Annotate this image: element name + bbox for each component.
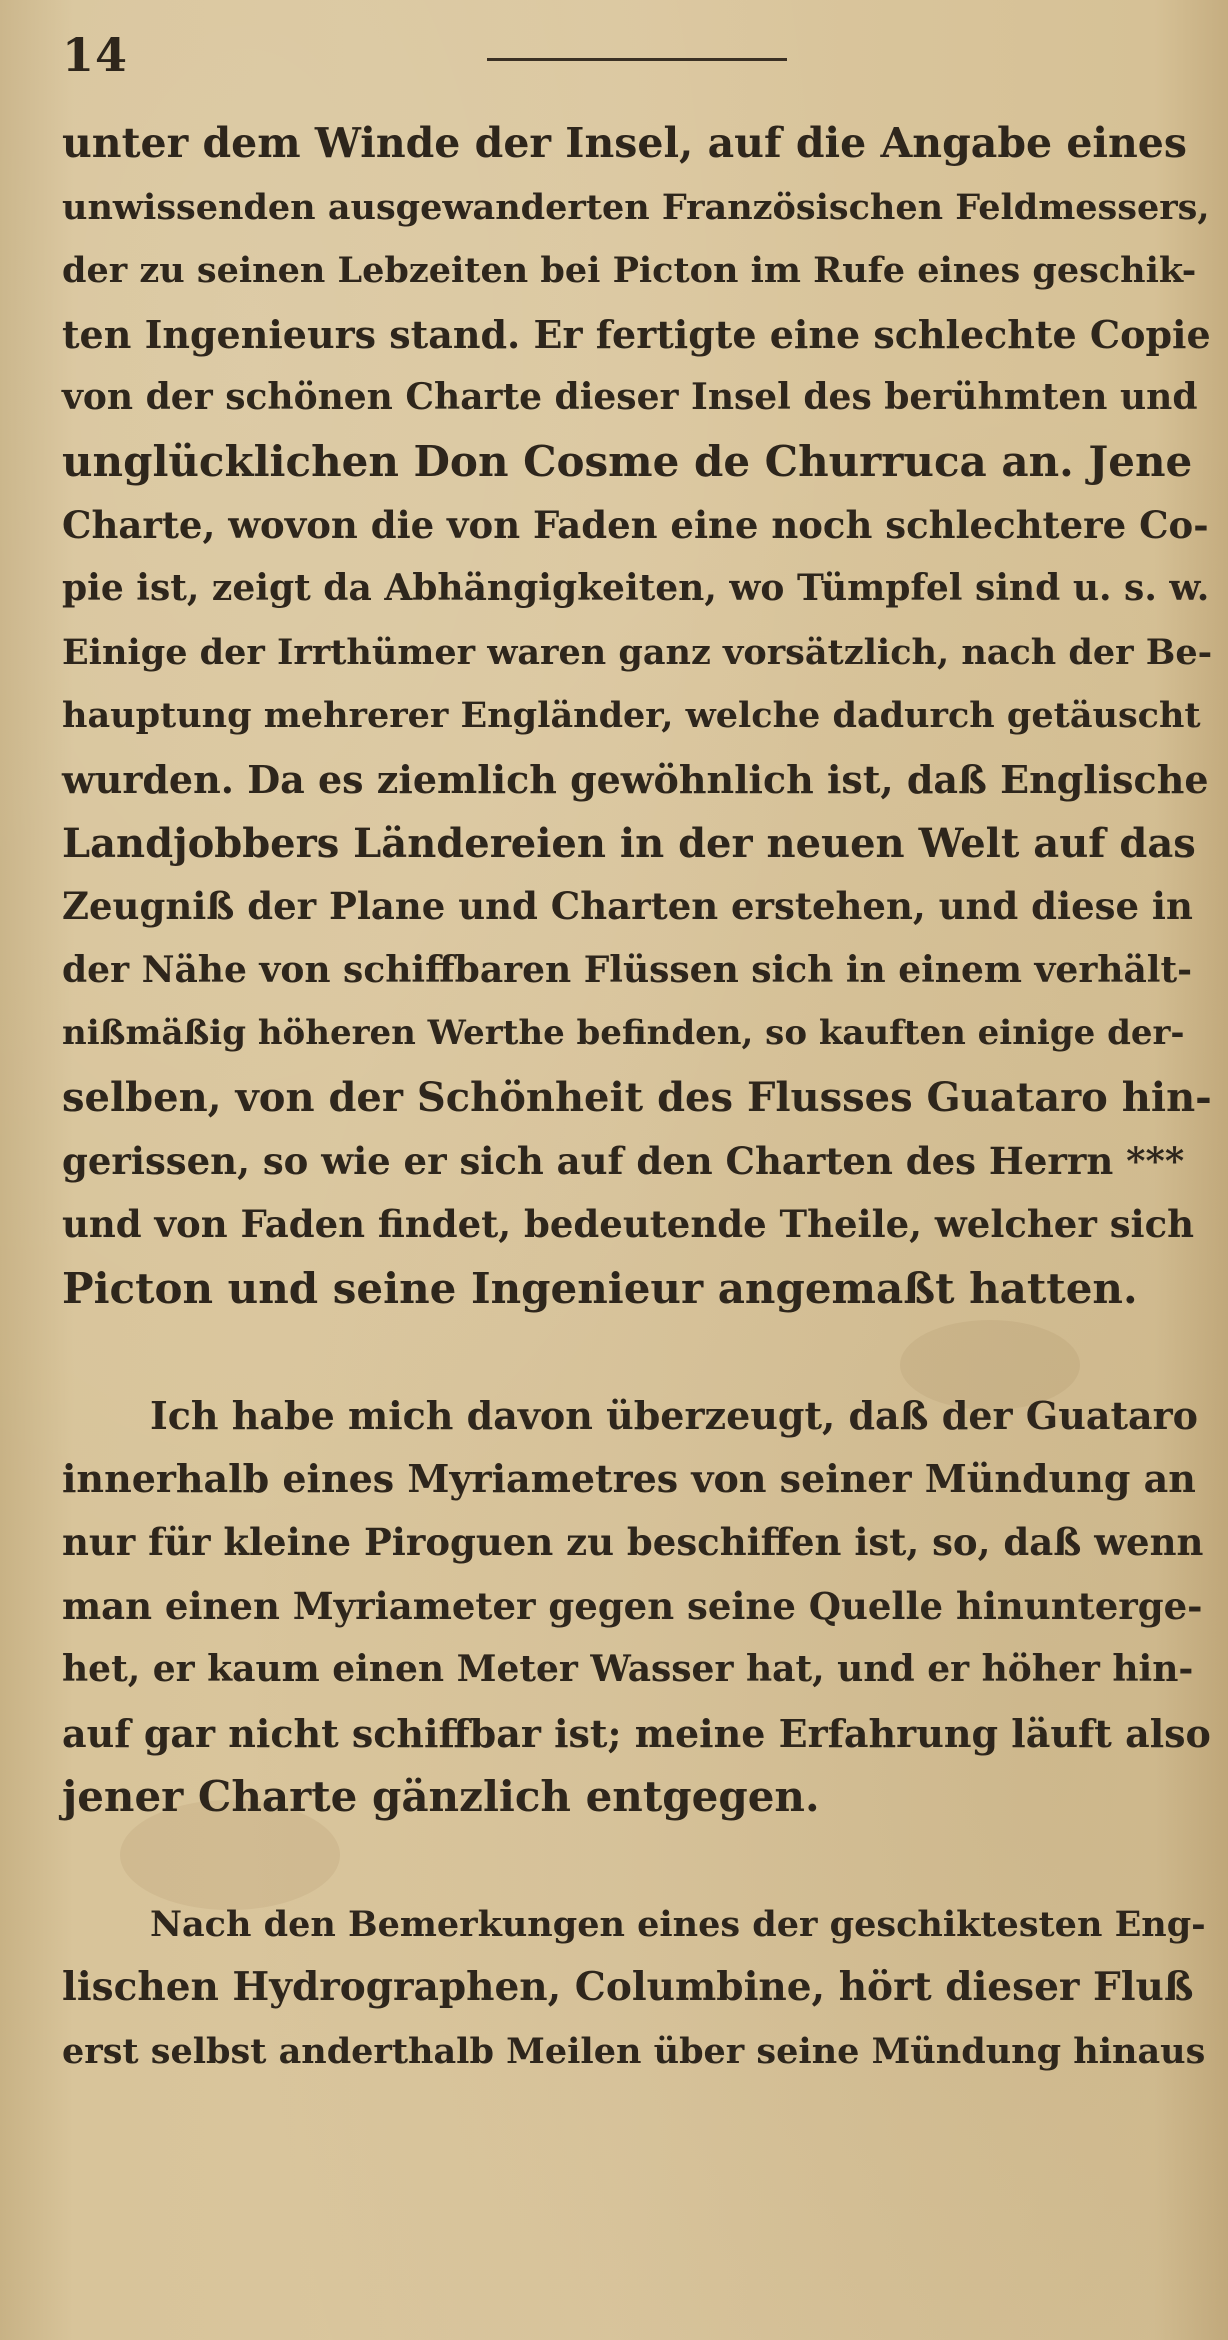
text-line: jener Charte gänzlich entgegen.: [62, 1772, 820, 1822]
text-line: und von Faden findet, bedeutende Theile, welcher sich: [62, 1202, 1195, 1247]
text-line: ten Ingenieurs stand. Er fertigte eine schlechte Copie: [62, 311, 1211, 357]
text-line: het, er kaum einen Meter Wasser hat, und er höher hin-: [62, 1648, 1194, 1691]
text-line: der zu seinen Lebzeiten bei Picton im Rufe eines geschik-: [62, 250, 1197, 292]
text-line: gerissen, so wie er sich auf den Charten des Herrn ***: [62, 1138, 1185, 1183]
text-line: pie ist, zeigt da Abhängigkeiten, wo Tümpfel sind u. s. w.: [62, 567, 1210, 610]
paragraph-gap: [62, 1320, 1212, 1384]
page-header: [62, 28, 1166, 82]
text-line: Zeugniß der Plane und Charten erstehen, und diese in: [62, 884, 1193, 929]
paragraph: [62, 112, 1212, 1320]
text-line: Einige der Irrthümer waren ganz vorsätzlich, nach der Be-: [62, 631, 1213, 673]
text-line: nißmäßig höheren Werthe befinden, so kauften einige der-: [62, 1013, 1185, 1054]
header-rule: [487, 58, 787, 61]
text-line: erst selbst anderthalb Meilen über seine Mündung hinaus: [62, 2030, 1206, 2072]
text-line: Landjobbers Ländereien in der neuen Welt auf das: [62, 819, 1196, 867]
text-line: Picton und seine Ingenieur angemaßt hatten.: [62, 1263, 1138, 1313]
text-line: innerhalb eines Myriametres von seiner Mündung an: [62, 1456, 1196, 1502]
text-line: nur für kleine Piroguen zu beschiffen ist, so, daß wenn: [62, 1520, 1204, 1565]
text-line: Nach den Bemerkungen eines der geschiktesten Eng-: [150, 1903, 1206, 1945]
text-line: auf gar nicht schiffbar ist; meine Erfahrung läuft also: [62, 1710, 1211, 1756]
text-line: hauptung mehrerer Engländer, welche dadurch getäuscht: [62, 695, 1201, 737]
text-line: man einen Myriameter gegen seine Quelle hinunterge-: [62, 1583, 1203, 1628]
text-line: der Nähe von schiffbaren Flüssen sich in einem verhält-: [62, 948, 1193, 991]
paragraph: [62, 1384, 1212, 1829]
text-line: Charte, wovon die von Faden eine noch schlechtere Co-: [62, 502, 1209, 547]
body-text: [62, 112, 1212, 2083]
text-line: selben, von der Schönheit des Flusses Guataro hin-: [62, 1073, 1212, 1121]
text-line: Ich habe mich davon überzeugt, daß der Guataro: [150, 1392, 1199, 1438]
text-line: unglücklichen Don Cosme de Churruca an. Jene: [62, 436, 1193, 486]
text-line: lischen Hydrographen, Columbine, hört dieser Fluß: [62, 1964, 1194, 2011]
paragraph: [62, 1893, 1212, 2084]
text-line: wurden. Da es ziemlich gewöhnlich ist, daß Englische: [62, 756, 1209, 802]
text-line: unter dem Winde der Insel, auf die Angabe eines: [62, 119, 1187, 167]
paragraph-gap: [62, 1829, 1212, 1893]
text-line: unwissenden ausgewanderten Französischen Feldmessers,: [62, 186, 1210, 228]
text-line: von der schönen Charte dieser Insel des berühmten und: [62, 376, 1198, 419]
page-number: 14: [62, 28, 129, 82]
